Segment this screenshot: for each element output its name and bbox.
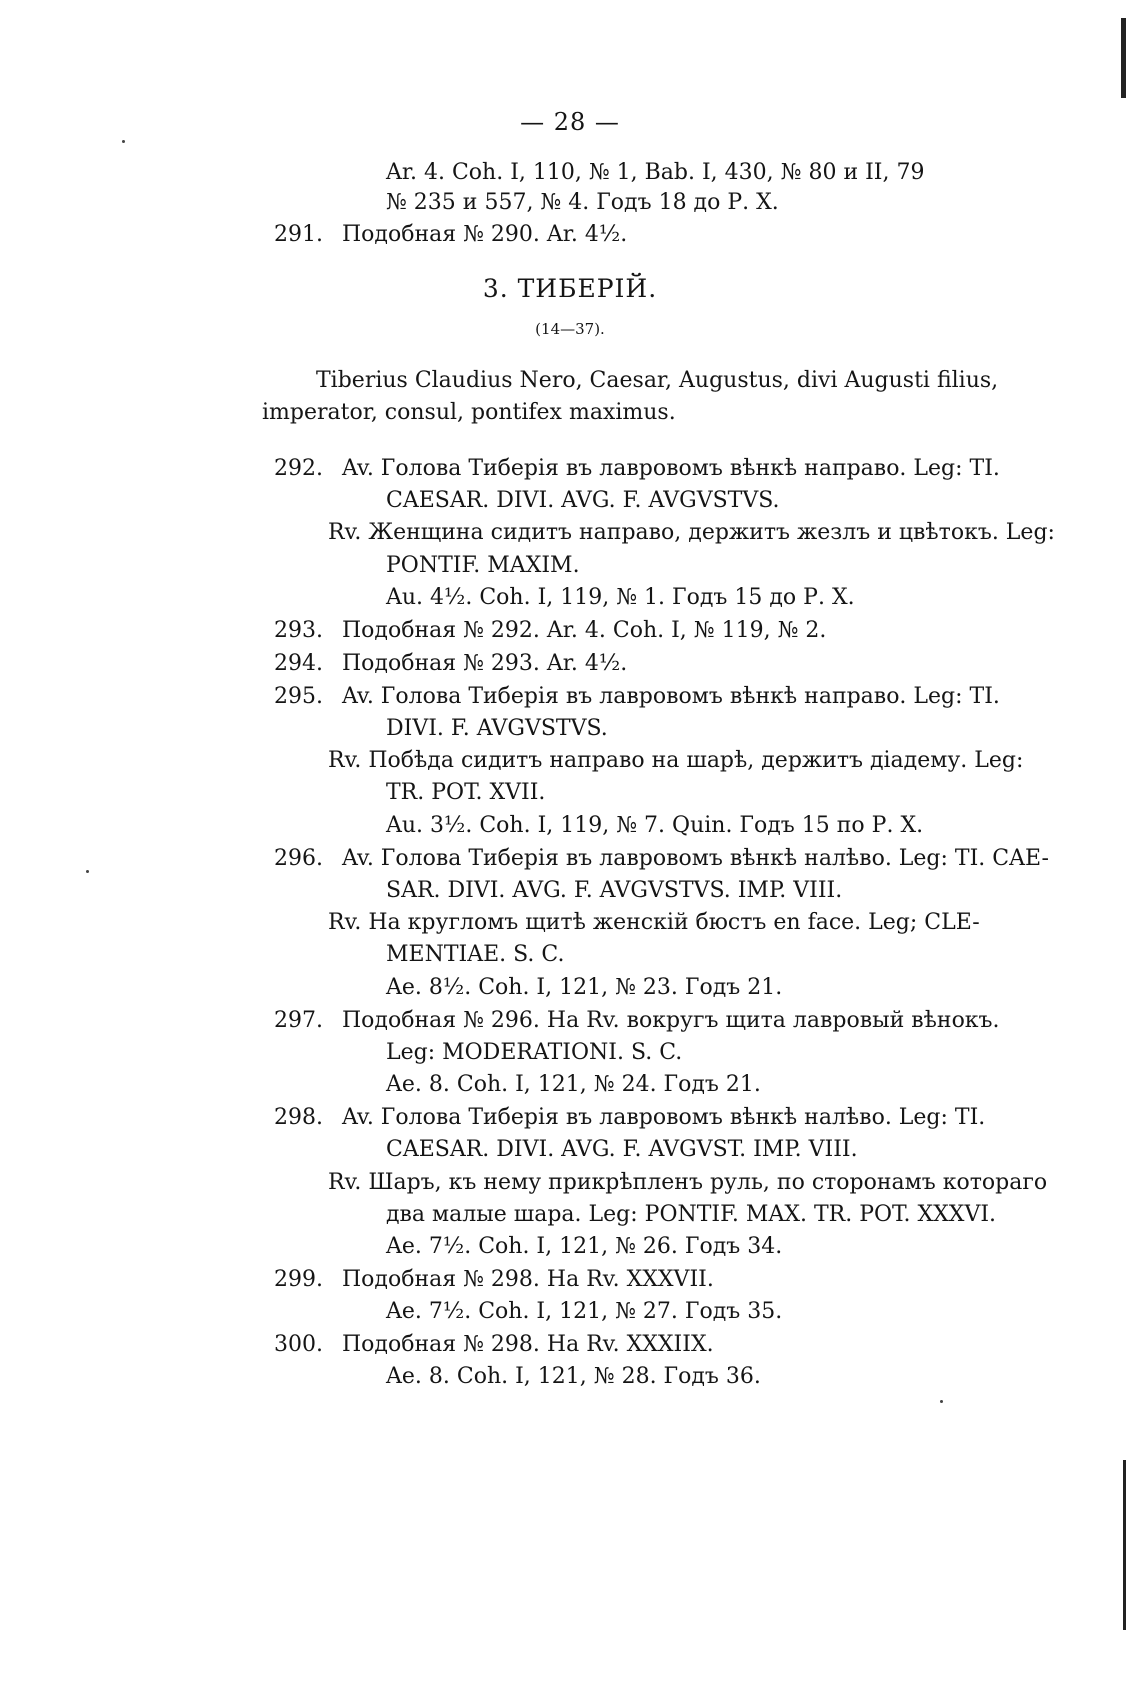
entry-number: 291. xyxy=(274,222,323,247)
text-line: SAR. DIVI. AVG. F. AVGVSTVS. IMP. VIII. xyxy=(386,878,843,903)
entry-text: Подобная № 296. На Rv. вокругъ щита лавровый вѣнокъ. xyxy=(342,1008,1000,1033)
entry-text: Av. Голова Тиберія въ лавровомъ вѣнкѣ налѣво. Leg: TI. xyxy=(342,1105,986,1130)
scan-speck xyxy=(122,140,125,143)
text-line: DIVI. F. AVGVSTVS. xyxy=(386,716,608,741)
scan-edge-mark xyxy=(1121,18,1126,98)
scan-speck xyxy=(86,870,89,873)
section-years: (14—37). xyxy=(535,320,605,338)
text-line: Ae. 7½. Coh. I, 121, № 27. Годъ 35. xyxy=(386,1299,783,1324)
text-line: Ae. 8. Coh. I, 121, № 24. Годъ 21. xyxy=(386,1072,761,1097)
entry-294 xyxy=(274,653,627,675)
entry-292 xyxy=(274,458,1000,480)
text-line: Leg: MODERATIONI. S. C. xyxy=(386,1040,683,1065)
text-line: Rv. Шаръ, къ нему прикрѣпленъ руль, по сторонамъ котораго xyxy=(328,1170,1048,1195)
entry-text: Подобная № 298. На Rv. XXXVII. xyxy=(342,1267,714,1292)
text-line: Rv. На кругломъ щитѣ женскій бюстъ en face. Leg; CLE- xyxy=(328,910,980,935)
scan-edge-mark xyxy=(1123,1460,1126,1630)
text-line: Au. 3½. Coh. I, 119, № 7. Quin. Годъ 15 по Р. X. xyxy=(386,813,924,838)
entry-text: Подобная № 298. На Rv. XXXIIX. xyxy=(342,1332,714,1357)
text-line: Ae. 8. Coh. I, 121, № 28. Годъ 36. xyxy=(386,1364,761,1389)
text-line: MENTIAE. S. C. xyxy=(386,942,565,967)
ruler-title-line: Tiberius Claudius Nero, Caesar, Augustus, divi Augusti filius, xyxy=(316,368,999,393)
entry-text: Подобная № 293. Ar. 4½. xyxy=(342,651,628,676)
text-line: Rv. Побѣда сидитъ направо на шарѣ, держитъ діадему. Leg: xyxy=(328,748,1024,773)
entry-number: 300. xyxy=(274,1332,323,1357)
text-line: TR. POT. XVII. xyxy=(386,780,546,805)
text-line: PONTIF. MAXIM. xyxy=(386,553,580,578)
text-line: два малые шара. Leg: PONTIF. MAX. TR. POT. XXXVI. xyxy=(386,1202,997,1227)
text-line: CAESAR. DIVI. AVG. F. AVGVSTVS. xyxy=(386,488,780,513)
entry-number: 293. xyxy=(274,618,323,643)
text-line: Ar. 4. Coh. I, 110, № 1, Bab. I, 430, № 80 и II, 79 xyxy=(386,160,925,185)
entry-number: 294. xyxy=(274,651,323,676)
entry-295 xyxy=(274,686,1000,708)
entry-number: 295. xyxy=(274,684,323,709)
text-line: Ae. 7½. Coh. I, 121, № 26. Годъ 34. xyxy=(386,1234,783,1259)
entry-296 xyxy=(274,848,1049,870)
entry-text: Подобная № 292. Ar. 4. Coh. I, № 119, № 2. xyxy=(342,618,827,643)
entry-291 xyxy=(274,224,627,246)
entry-299 xyxy=(274,1269,714,1291)
entry-text: Av. Голова Тиберія въ лавровомъ вѣнкѣ налѣво. Leg: TI. CAE- xyxy=(342,846,1049,871)
entry-297 xyxy=(274,1010,1000,1032)
text-line: Au. 4½. Coh. I, 119, № 1. Годъ 15 до Р. X. xyxy=(386,585,855,610)
entry-number: 296. xyxy=(274,846,323,871)
text-line: Rv. Женщина сидитъ направо, держитъ жезлъ и цвѣтокъ. Leg: xyxy=(328,520,1055,545)
text-line: CAESAR. DIVI. AVG. F. AVGVST. IMP. VIII. xyxy=(386,1137,858,1162)
entry-number: 297. xyxy=(274,1008,323,1033)
entry-number: 292. xyxy=(274,456,323,481)
entry-298 xyxy=(274,1107,985,1129)
text-line: Ae. 8½. Coh. I, 121, № 23. Годъ 21. xyxy=(386,975,783,1000)
entry-300 xyxy=(274,1334,714,1356)
page-number: — 28 — xyxy=(520,108,620,136)
entry-text: Av. Голова Тиберія въ лавровомъ вѣнкѣ направо. Leg: TI. xyxy=(342,456,1000,481)
entry-293 xyxy=(274,620,826,642)
ruler-title-line: imperator, consul, pontifex maximus. xyxy=(262,400,676,425)
entry-text: Подобная № 290. Ar. 4½. xyxy=(342,222,628,247)
text-line: № 235 и 557, № 4. Годъ 18 до Р. X. xyxy=(386,190,779,215)
section-title: 3. ТИБЕРІЙ. xyxy=(482,274,658,303)
entry-number: 298. xyxy=(274,1105,323,1130)
entry-text: Av. Голова Тиберія въ лавровомъ вѣнкѣ направо. Leg: TI. xyxy=(342,684,1000,709)
scan-speck xyxy=(940,1400,943,1403)
entry-number: 299. xyxy=(274,1267,323,1292)
